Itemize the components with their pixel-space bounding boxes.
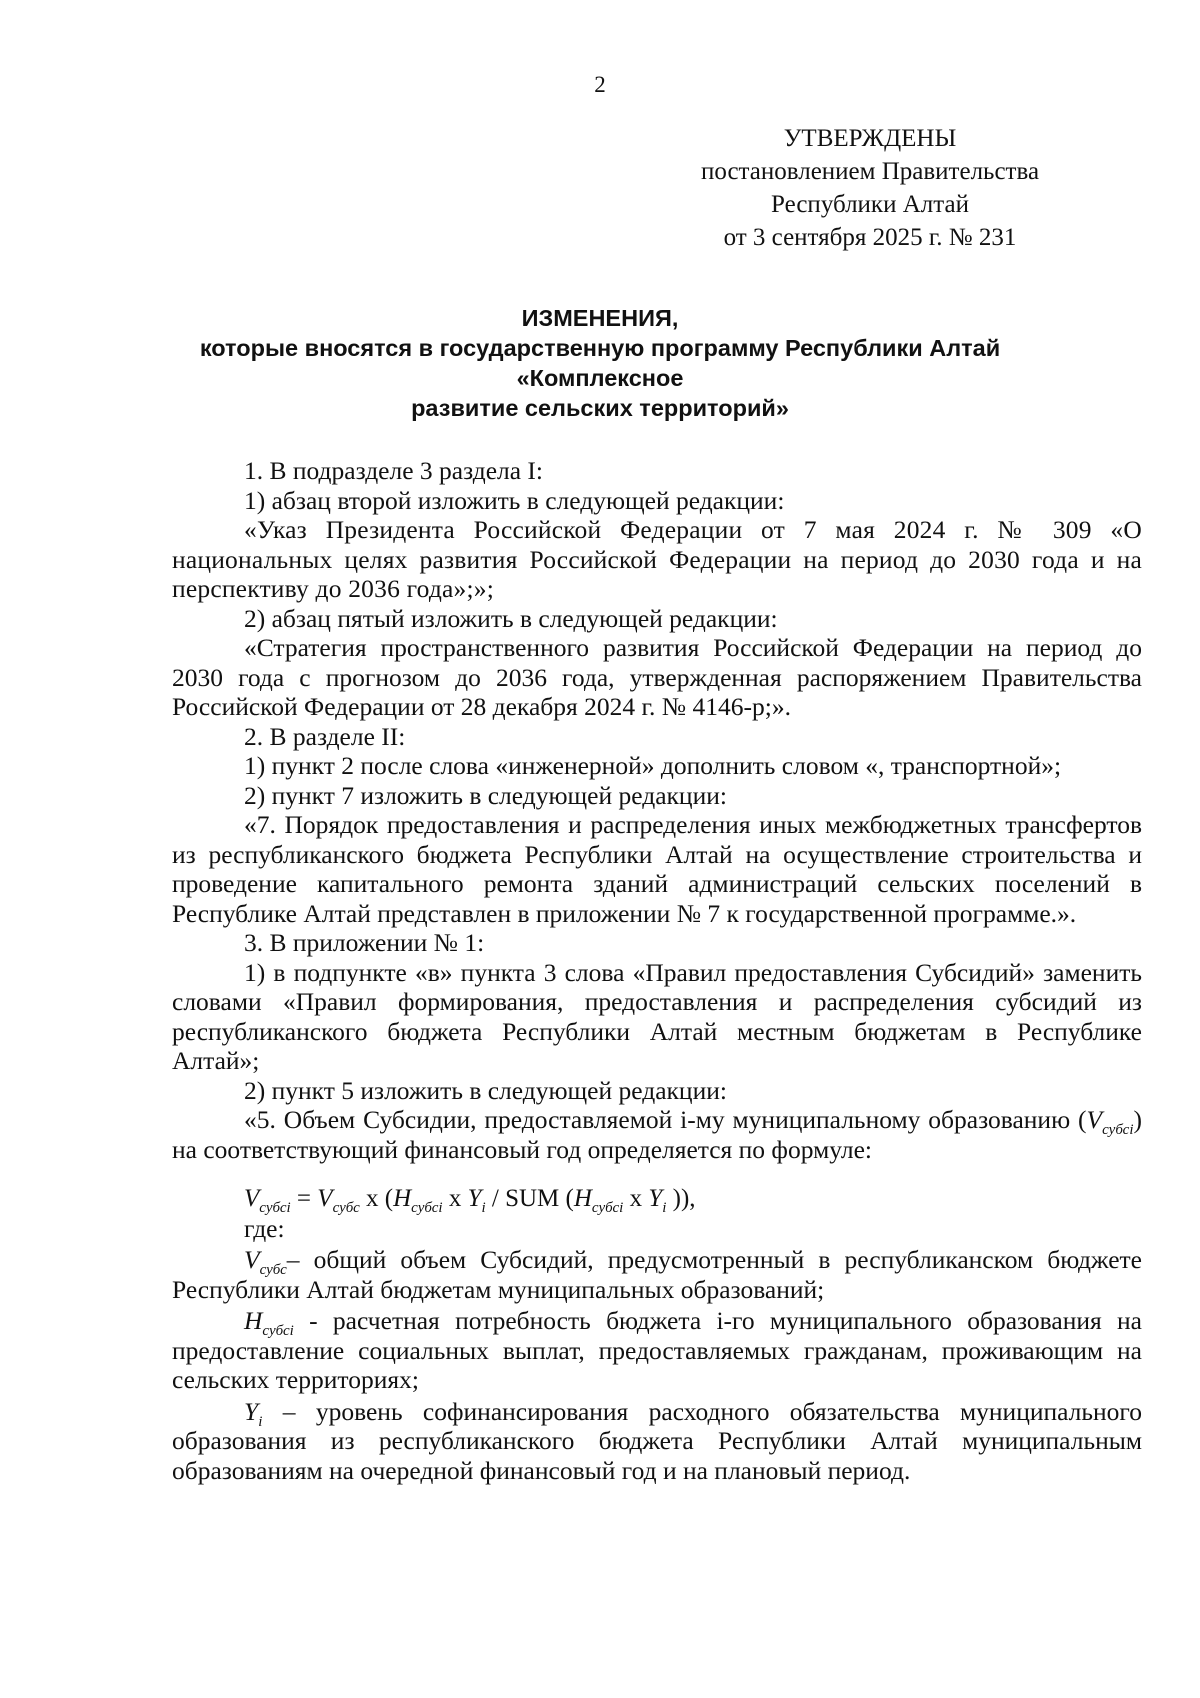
paragraph-text: «5. Объем Субсидии, предоставляемой i-му муниципальному образованию (: [244, 1105, 1087, 1134]
formula-op: x: [623, 1185, 649, 1212]
paragraph: [172, 1105, 1142, 1164]
approval-line: Республики Алтай: [771, 191, 969, 218]
title-subtitle: которые вносятся в государственную программу Республики Алтай «Комплексное: [199, 335, 1001, 391]
paragraph: 2) абзац пятый изложить в следующей редакции:: [244, 603, 778, 633]
approval-line: постановлением Правительства: [700, 158, 1040, 185]
math-var-v-subs: $V_{субс}$: [244, 1245, 287, 1278]
formula-op: x: [359, 1185, 385, 1212]
formula-op: =: [290, 1185, 318, 1212]
paragraph: «Указ Президента Российской Федерации от 7 мая 2024 г. № 309 «О национальных целях развития Российской Федерации на период до 2030 года и на перспективу до 2036 года»;»;: [172, 515, 1142, 603]
paragraph-text: ) на соответствующий финансовый год определяется по формуле:: [172, 1105, 1142, 1164]
paragraph: 3. В приложении № 1:: [244, 928, 485, 957]
paragraph: 2) пункт 7 изложить в следующей редакции:: [244, 780, 727, 810]
formula-op: x: [442, 1185, 468, 1212]
paragraph: 2) пункт 5 изложить в следующей редакции:: [244, 1075, 727, 1105]
approval-date: от 3 сентября 2025 г. № 231: [723, 224, 1017, 251]
math-var-y-i: $Y_i$: [244, 1396, 263, 1430]
paragraph: 1. В подразделе 3 раздела I:: [244, 456, 544, 485]
formula-where: где:: [244, 1213, 285, 1243]
paragraph: 2. В разделе II:: [244, 721, 406, 751]
definition: $H_{субсi}$ - расчетная потребность бюджета i-го муниципального образования на предоставление социальных выплат, предоставляемых гражданам, проживающим на сельских территориях;: [172, 1306, 1142, 1394]
paragraph: 1) пункт 2 после слова «инженерной» дополнить словом «, транспортной»;: [244, 751, 1062, 780]
math-var-v-subs: $V_{субс}$: [317, 1185, 360, 1216]
math-var-y-i: $Y_i$: [467, 1185, 486, 1216]
approval-stamp: [690, 122, 1050, 254]
formula-op: )),: [666, 1185, 696, 1212]
math-var-y-i: $Y_i$: [648, 1185, 667, 1216]
title-main: ИЗМЕНЕНИЯ,: [521, 305, 679, 331]
paragraph: «Стратегия пространственного развития Российской Федерации на период до 2030 года с прогнозом до 2036 года, утвержденная распоряжением Правительства Российской Федерации от 28 декабря 2024 г. № 4146-р;».: [172, 633, 1142, 721]
definition: $Y_i$ – уровень софинансирования расходного обязательства муниципального образования из республиканского бюджета Республики Алтай муниципальным образованиям на очередной финансовый год и на плановый период.: [172, 1396, 1142, 1485]
math-var-v-subsi: $V_{субсi}$: [244, 1185, 291, 1216]
document-title: [150, 303, 1050, 423]
paragraph: 1) в подпункте «в» пункта 3 слова «Правил предоставления Субсидий» заменить словами «Правил формирования, предоставления и распределения субсидий из республиканского бюджета Республики Алтай местным бюджетам в Республике Алтай»;: [172, 957, 1142, 1075]
math-var-v: $V_{субсi}$: [1086, 1105, 1134, 1138]
formula: [172, 1184, 1142, 1214]
paragraph: 1) абзац второй изложить в следующей редакции:: [244, 485, 785, 515]
page-number: 2: [594, 72, 606, 97]
definition: $V_{субс}-$ общий объем Субсидий, предусмотренный в республиканском бюджете Республики Алтай бюджетам муниципальных образований;: [172, 1245, 1142, 1304]
document-body: [172, 456, 1142, 1485]
formula-op: / SUM (: [485, 1185, 574, 1212]
math-var-h-subsi: $H_{субсi}$: [244, 1306, 294, 1339]
math-var-h-subsi: $H_{субсi}$: [573, 1185, 624, 1216]
paragraph: «7. Порядок предоставления и распределения иных межбюджетных трансфертов из республиканского бюджета Республики Алтай на осуществление строительства и проведение капитального ремонта зданий администраций сельских поселений в Республике Алтай представлен в приложении № 7 к государственной программе.».: [172, 810, 1142, 928]
math-var-h-subsi: $H_{субсi}$: [393, 1185, 443, 1216]
formula-op: (: [384, 1185, 394, 1212]
approval-heading: УТВЕРЖДЕНЫ: [783, 125, 957, 152]
title-subtitle: развитие сельских территорий»: [411, 395, 789, 421]
